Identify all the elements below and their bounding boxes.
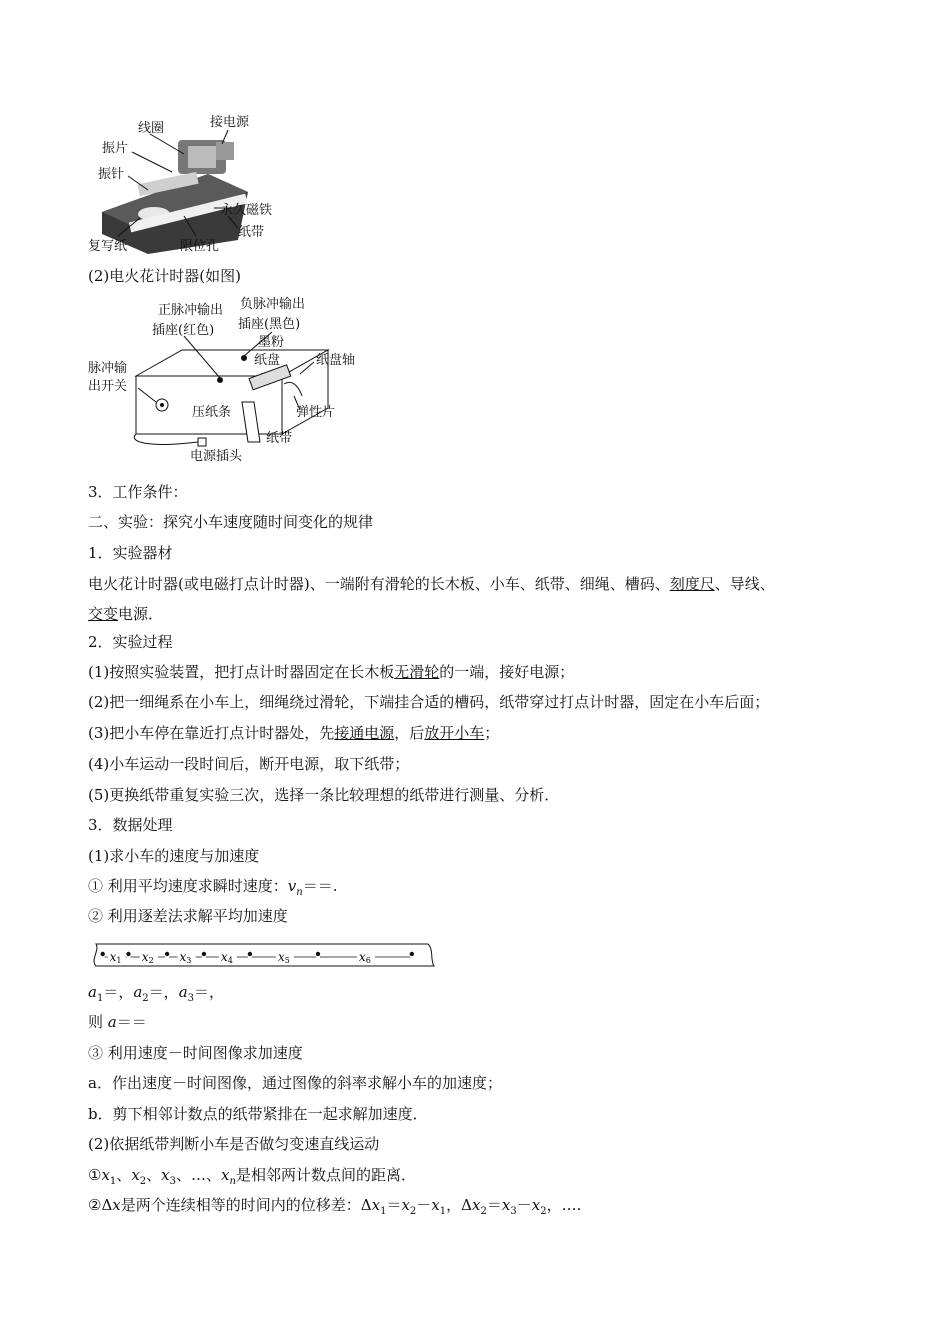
tape-segment-label: x2 <box>141 950 154 965</box>
var-x: x <box>101 1166 110 1184</box>
electromagnetic-timer-figure <box>88 112 298 262</box>
text-span: － <box>416 1196 432 1214</box>
text-span: 则 <box>88 1013 108 1031</box>
tape-segment-label: x5 <box>277 950 290 965</box>
pos-output-label: 正脉冲输出 <box>158 303 224 318</box>
underlined-answer: 接通电源 <box>334 724 395 742</box>
text-span: ＝＝. <box>302 877 338 895</box>
text-span: ＝， <box>194 983 225 1001</box>
tape-point <box>126 952 130 956</box>
equipment-line-1 <box>88 574 775 594</box>
text-span: ＝， <box>148 983 179 1001</box>
tape-label-1: 纸带 <box>238 225 265 240</box>
var-a: a <box>178 983 188 1001</box>
sub-n: n <box>229 1176 236 1187</box>
procedure-step-3 <box>88 723 499 743</box>
ink-label-1: 墨粉 <box>258 335 285 350</box>
pos-socket-label: 插座(红色) <box>152 323 215 338</box>
text-span: 电火花计时器(或电磁打点计时器)、一端附有滑轮的长木板、小车、纸带、细绳、槽码、 <box>88 575 670 593</box>
text-span: ① <box>88 1166 102 1184</box>
sub: 2 <box>139 1176 147 1187</box>
section-heading: 二、实验：探究小车速度随时间变化的规律 <box>88 513 374 531</box>
text-span: 、…、 <box>176 1166 222 1184</box>
var-x: x <box>501 1196 511 1214</box>
vt-graph-item-a: a．作出速度－时间图像，通过图像的斜率求解小车的加速度； <box>88 1074 502 1092</box>
sub: 2 <box>540 1206 547 1217</box>
text-span: ，Δ <box>446 1196 472 1214</box>
tape-point <box>248 952 252 956</box>
var-x: x <box>371 1196 381 1214</box>
sub: 1 <box>439 1206 447 1217</box>
text-span: ＝， <box>103 983 134 1001</box>
text-span: (1)按照实验装置，把打点计时器固定在长木板 <box>88 663 395 681</box>
text-span: (3)把小车停在靠近打点计时器处，先 <box>88 724 335 742</box>
tape-segment-label: x1 <box>109 950 122 965</box>
text-span: ； <box>484 724 500 742</box>
var-x: x <box>401 1196 410 1214</box>
plug-label: 电源插头 <box>190 449 243 462</box>
var-x: x <box>431 1196 440 1214</box>
procedure-step-2: (2)把一细绳系在小车上，细绳绕过滑轮，下端挂合适的槽码，纸带穿过打点计时器，固定在小车后面； <box>88 693 770 711</box>
sub: 2 <box>142 993 149 1004</box>
sub: 1 <box>380 1206 387 1217</box>
text-span: 、 <box>146 1166 162 1184</box>
uniform-acc-heading: (2)依据纸带判断小车是否做匀变速直线运动 <box>88 1135 380 1153</box>
sub: 2 <box>480 1206 487 1217</box>
text-span: 是两个连续相等的时间内的位移差：Δ <box>120 1196 372 1214</box>
vibrating-piece-label: 振片 <box>102 141 129 156</box>
procedure-step-5: (5)更换纸带重复实验三次，选择一条比较理想的纸带进行测量、分析． <box>88 786 560 804</box>
var-x: x <box>531 1196 541 1214</box>
acc-components-line <box>88 982 224 1009</box>
paper-tape-figure <box>88 940 438 970</box>
text-span: ②Δ <box>88 1196 113 1214</box>
instant-speed-line <box>88 876 338 903</box>
ink-label-2: 纸盘 <box>254 353 281 368</box>
var-x: x <box>131 1166 140 1184</box>
var-x: x <box>221 1166 230 1184</box>
var-x: x <box>472 1196 481 1214</box>
data-heading: 3．数据处理 <box>88 816 173 834</box>
axis-label: 纸盘轴 <box>316 353 356 368</box>
tape-segment-label: x6 <box>358 950 371 965</box>
tape-point <box>101 952 105 956</box>
tape-segment-label: x3 <box>179 950 192 965</box>
sub: 3 <box>187 993 195 1004</box>
press-label: 压纸条 <box>192 405 232 420</box>
var-x: x <box>112 1196 121 1214</box>
underlined-answer: 无滑轮 <box>394 663 440 681</box>
text-span: ＝ <box>386 1196 402 1214</box>
carbon-paper-label: 复写纸 <box>88 239 128 254</box>
vt-graph-item-b: b．剪下相邻计数点的纸带紧排在一起求解加速度． <box>88 1105 428 1123</box>
tape-point <box>316 952 320 956</box>
sub: 3 <box>510 1206 517 1217</box>
text-span: 电源． <box>118 605 164 623</box>
underlined-answer: 交变 <box>88 605 119 623</box>
distance-def-line <box>88 1165 416 1192</box>
equipment-line-2 <box>88 604 163 624</box>
switch-label-1: 脉冲输 <box>88 361 128 376</box>
tape-segment-label: x4 <box>220 950 233 965</box>
tape-point <box>202 952 206 956</box>
text-span: ＝＝ <box>116 1013 147 1031</box>
sub-n: n <box>296 887 303 898</box>
underlined-answer: 放开小车 <box>424 724 485 742</box>
procedure-step-4: (4)小车运动一段时间后，断开电源，取下纸带； <box>88 755 410 773</box>
var-v: v <box>287 877 297 895</box>
text-span: ＝ <box>486 1196 502 1214</box>
acc-result-line <box>88 1012 147 1032</box>
tape-point <box>410 952 414 956</box>
sub: 1 <box>109 1176 117 1187</box>
line-conditions: 3．工作条件： <box>88 483 188 501</box>
procedure-step-1 <box>88 662 574 682</box>
text-span: 、 <box>116 1166 132 1184</box>
sub: 1 <box>96 993 104 1004</box>
limit-hole-label: 限位孔 <box>180 239 220 254</box>
vt-graph-heading: ③ 利用速度－时间图像求加速度 <box>88 1044 303 1062</box>
procedure-heading: 2．实验过程 <box>88 633 173 651</box>
sub: 2 <box>409 1206 417 1217</box>
var-a: a <box>88 983 97 1001</box>
var-x: x <box>161 1166 170 1184</box>
var-a: a <box>107 1013 117 1031</box>
speed-acc-heading: (1)求小车的速度与加速度 <box>88 847 260 865</box>
magnet-label: 永久磁铁 <box>220 203 273 218</box>
vibrating-needle-label: 振针 <box>98 167 125 182</box>
equipment-heading: 1．实验器材 <box>88 544 173 562</box>
spark-timer-figure <box>88 292 378 462</box>
power-label: 接电源 <box>210 115 250 130</box>
neg-socket-label: 插座(黑色) <box>238 317 301 332</box>
sub: 3 <box>169 1176 177 1187</box>
tape-point <box>165 952 169 956</box>
text-span: 的一端，接好电源； <box>439 663 575 681</box>
switch-label-2: 出开关 <box>88 379 128 394</box>
coil-label: 线圈 <box>138 121 165 136</box>
var-a: a <box>133 983 143 1001</box>
text-span: 、导线、 <box>714 575 775 593</box>
text-span: ① 利用平均速度求瞬时速度： <box>88 877 288 895</box>
text-span: 是相邻两计数点间的距离． <box>235 1166 416 1184</box>
text-span: ，…. <box>546 1196 582 1214</box>
spark-timer-heading: (2)电火花计时器(如图) <box>88 267 241 285</box>
tape-label-2: 纸带 <box>266 431 293 446</box>
text-span: － <box>516 1196 532 1214</box>
delta-x-line <box>88 1195 581 1222</box>
spring-label: 弹性片 <box>296 405 336 420</box>
text-span: ，后 <box>394 724 425 742</box>
underlined-answer: 刻度尺 <box>669 575 715 593</box>
successive-diff-line: ② 利用逐差法求解平均加速度 <box>88 907 288 925</box>
neg-output-label: 负脉冲输出 <box>240 297 306 312</box>
